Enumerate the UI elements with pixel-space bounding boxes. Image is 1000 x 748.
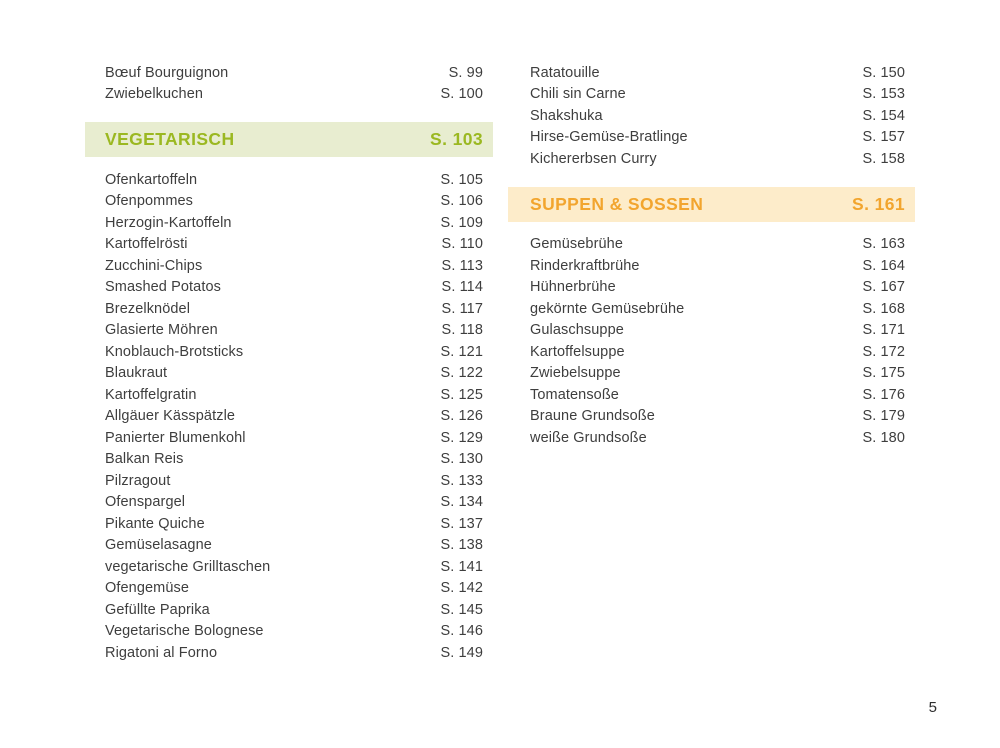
- toc-entry: [530, 234, 905, 256]
- toc-entry-page: S. 158: [862, 150, 905, 167]
- toc-entry-title: Shakshuka: [530, 107, 603, 124]
- toc-entry-page: S. 180: [862, 429, 905, 446]
- toc-entry-page: S. 142: [440, 580, 483, 597]
- toc-entry: [530, 406, 905, 428]
- toc-entry: [105, 599, 483, 621]
- toc-entry-title: Pilzragout: [105, 472, 171, 489]
- toc-entry-page: S. 154: [862, 107, 905, 124]
- toc-entry-page: S. 153: [862, 86, 905, 103]
- toc-entry-title: Gefüllte Paprika: [105, 601, 210, 618]
- toc-entry-title: Allgäuer Kässpätzle: [105, 408, 236, 425]
- toc-entry: [105, 255, 483, 277]
- toc-entry-page: S. 133: [440, 472, 483, 489]
- toc-entry: [530, 298, 905, 320]
- toc-entry-page: S. 134: [440, 494, 483, 511]
- toc-entry-page: S. 118: [441, 322, 483, 339]
- toc-entry: [105, 84, 483, 106]
- toc-entry-title: Zwiebelkuchen: [105, 86, 204, 103]
- toc-entry-page: S. 149: [440, 644, 483, 661]
- toc-entry-page: S. 109: [440, 214, 483, 231]
- section-title: VEGETARISCH: [105, 129, 235, 149]
- toc-entry: [105, 191, 483, 213]
- toc-entry-title: Tomatensoße: [530, 386, 619, 403]
- column-0-pre-list: [85, 62, 493, 105]
- toc-entry-title: Kichererbsen Curry: [530, 150, 657, 167]
- toc-entry: [105, 621, 483, 643]
- toc-entry-title: Smashed Potatos: [105, 279, 221, 296]
- toc-entry: [105, 492, 483, 514]
- column-1-list: [508, 234, 915, 449]
- toc-entry-title: Vegetarische Bolognese: [105, 623, 264, 640]
- toc-entry-page: S. 167: [862, 279, 905, 296]
- toc-entry: [105, 341, 483, 363]
- toc-entry-page: S. 171: [862, 322, 905, 339]
- toc-entry: [105, 642, 483, 664]
- toc-entry-title: Kartoffelsuppe: [530, 343, 625, 360]
- toc-entry: [530, 84, 905, 106]
- toc-entry: [105, 556, 483, 578]
- toc-entry-title: Ofenpommes: [105, 193, 194, 210]
- toc-entry-page: S. 157: [862, 129, 905, 146]
- toc-entry: [105, 384, 483, 406]
- toc-entry-title: Gemüsebrühe: [530, 236, 623, 253]
- toc-entry-page: S. 99: [448, 64, 483, 81]
- toc-entry-title: Kartoffelrösti: [105, 236, 188, 253]
- toc-entry-page: S. 176: [862, 386, 905, 403]
- toc-entry: [105, 277, 483, 299]
- toc-entry-title: Zwiebelsuppe: [530, 365, 621, 382]
- toc-entry-page: S. 146: [440, 623, 483, 640]
- toc-entry: [105, 513, 483, 535]
- toc-entry-title: Gemüselasagne: [105, 537, 212, 554]
- toc-entry-title: Knoblauch-Brotsticks: [105, 343, 244, 360]
- section-page-number: S. 103: [430, 129, 483, 149]
- column-1-pre-list: [508, 62, 915, 170]
- toc-entry: [530, 341, 905, 363]
- toc-column-left: [85, 62, 493, 664]
- toc-entry: [105, 234, 483, 256]
- toc-entry-page: S. 163: [862, 236, 905, 253]
- toc-entry-page: S. 130: [440, 451, 483, 468]
- toc-entry-title: Ratatouille: [530, 64, 600, 81]
- toc-entry-title: Panierter Blumenkohl: [105, 429, 246, 446]
- toc-entry: [530, 255, 905, 277]
- toc-entry-title: gekörnte Gemüsebrühe: [530, 300, 685, 317]
- section-page-number: S. 161: [852, 193, 905, 214]
- toc-entry: [105, 320, 483, 342]
- toc-entry-page: S. 114: [441, 279, 483, 296]
- toc-entry-page: S. 100: [440, 86, 483, 103]
- toc-entry-page: S. 150: [862, 64, 905, 81]
- toc-entry-title: Hirse-Gemüse-Bratlinge: [530, 129, 688, 146]
- toc-entry: [530, 363, 905, 385]
- toc-entry-title: Pikante Quiche: [105, 515, 205, 532]
- toc-entry: [530, 320, 905, 342]
- toc-entry-page: S. 113: [441, 257, 483, 274]
- toc-entry-title: Ofenkartoffeln: [105, 171, 198, 188]
- toc-entry-page: S. 117: [441, 300, 483, 317]
- toc-entry-page: S. 126: [440, 408, 483, 425]
- toc-entry: [105, 169, 483, 191]
- toc-entry-page: S. 175: [862, 365, 905, 382]
- toc-entry-title: Rigatoni al Forno: [105, 644, 218, 661]
- toc-entry: [105, 427, 483, 449]
- toc-entry: [105, 470, 483, 492]
- toc-entry-page: S. 110: [441, 236, 483, 253]
- toc-entry-title: Blaukraut: [105, 365, 168, 382]
- toc-entry-title: Herzogin-Kartoffeln: [105, 214, 232, 231]
- toc-entry-title: Kartoffelgratin: [105, 386, 197, 403]
- toc-entry: [530, 427, 905, 449]
- toc-entry-page: S. 105: [440, 171, 483, 188]
- toc-entry-page: S. 122: [440, 365, 483, 382]
- toc-entry-page: S. 179: [862, 408, 905, 425]
- toc-entry-page: S. 172: [862, 343, 905, 360]
- toc-entry-title: weiße Grundsoße: [530, 429, 647, 446]
- toc-entry: [530, 277, 905, 299]
- toc-entry-page: S. 141: [440, 558, 483, 575]
- toc-entry: [105, 578, 483, 600]
- toc-entry-page: S. 168: [862, 300, 905, 317]
- toc-entry-title: Hühnerbrühe: [530, 279, 616, 296]
- toc-entry-title: Bœuf Bourguignon: [105, 64, 229, 81]
- toc-entry: [530, 127, 905, 149]
- toc-entry-title: Balkan Reis: [105, 451, 184, 468]
- toc-entry-title: vegetarische Grilltaschen: [105, 558, 271, 575]
- toc-entry-title: Brezelknödel: [105, 300, 191, 317]
- toc-entry-title: Rinderkraftbrühe: [530, 257, 640, 274]
- column-0-header: [85, 122, 493, 157]
- toc-entry-page: S. 129: [440, 429, 483, 446]
- section-title: SUPPEN & SOSSEN: [530, 193, 704, 214]
- toc-entry-page: S. 125: [440, 386, 483, 403]
- toc-entry-title: Ofengemüse: [105, 580, 190, 597]
- page-number: 5: [928, 699, 937, 716]
- toc-entry-page: S. 164: [862, 257, 905, 274]
- toc-entry-title: Gulaschsuppe: [530, 322, 624, 339]
- toc-entry: [105, 363, 483, 385]
- toc-entry-title: Zucchini-Chips: [105, 257, 203, 274]
- toc-column-right: [508, 62, 915, 449]
- toc-entry-title: Ofenspargel: [105, 494, 186, 511]
- toc-entry-title: Braune Grundsoße: [530, 408, 655, 425]
- column-0-list: [85, 169, 493, 664]
- toc-entry: [530, 384, 905, 406]
- toc-entry-page: S. 145: [440, 601, 483, 618]
- toc-entry-page: S. 138: [440, 537, 483, 554]
- toc-entry: [105, 62, 483, 84]
- toc-entry: [105, 535, 483, 557]
- toc-entry-title: Glasierte Möhren: [105, 322, 218, 339]
- toc-entry: [530, 148, 905, 170]
- toc-entry: [105, 298, 483, 320]
- toc-entry: [105, 212, 483, 234]
- toc-entry: [105, 449, 483, 471]
- toc-entry-page: S. 137: [440, 515, 483, 532]
- toc-entry: [530, 62, 905, 84]
- column-1-header: [508, 187, 915, 222]
- toc-entry-page: S. 106: [440, 193, 483, 210]
- toc-entry-title: Chili sin Carne: [530, 86, 626, 103]
- toc-entry: [530, 105, 905, 127]
- toc-entry: [105, 406, 483, 428]
- toc-entry-page: S. 121: [440, 343, 483, 360]
